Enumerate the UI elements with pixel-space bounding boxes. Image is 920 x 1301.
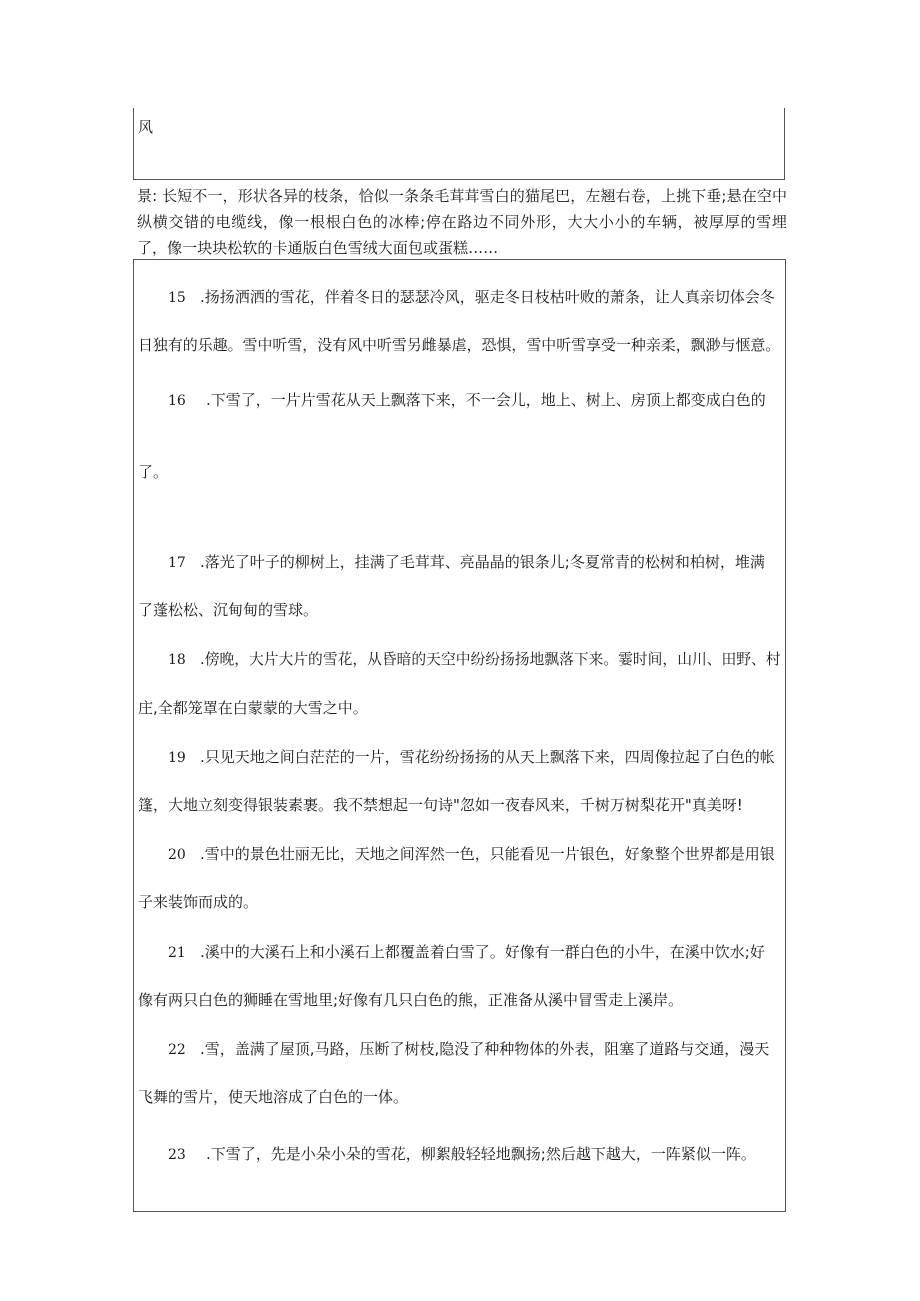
top-table-cell — [133, 108, 785, 180]
top-fragment-text: 风 — [138, 118, 154, 136]
entry-first-line — [168, 389, 766, 412]
entry-number: 22 — [168, 1042, 186, 1058]
entry-text: .傍晚，大片大片的雪花，从昏暗的天空中纷纷扬扬地飘落下来。霎时间，山川、田野、村 — [200, 651, 781, 668]
entry-text: .落光了叶子的柳树上，挂满了毛茸茸、亮晶晶的银条儿;冬夏常青的松树和柏树，堆满 — [200, 553, 765, 571]
entry-number: 23 — [168, 1147, 186, 1163]
entry-text: .溪中的大溪石上和小溪石上都覆盖着白雪了。好像有一群白色的小牛，在溪中饮水;好 — [200, 943, 765, 961]
entry-continuation: 庄,全都笼罩在白蒙蒙的大雪之中。 — [138, 699, 368, 717]
main-table-cell — [133, 259, 786, 1212]
entry-first-line — [168, 649, 781, 671]
entry-text: .扬扬洒洒的雪花，伴着冬日的瑟瑟冷风，驱走冬日枝枯叶败的萧条，让人真亲切体会冬 — [200, 288, 775, 306]
entry-first-line — [168, 843, 775, 866]
entry-first-line — [168, 1038, 769, 1061]
entry-first-line — [168, 1143, 756, 1166]
entry-number: 16 — [168, 393, 186, 409]
entry-number: 17 — [168, 555, 186, 571]
entry-text: .只见天地之间白茫茫的一片，雪花纷纷扬扬的从天上飘落下来，四周像拉起了白色的帐 — [200, 748, 775, 766]
entry-continuation: 日独有的乐趣。雪中听雪，没有风中听雪另雌暴虐，恐惧，雪中听雪享受一种亲柔，飘渺与惬意。 — [138, 336, 781, 354]
entry-continuation: 了蓬松松、沉甸甸的雪球。 — [138, 601, 319, 619]
entry-number: 15 — [168, 290, 186, 306]
intro-paragraph: 景: 长短不一，形状各异的枝条，恰似一条条毛茸茸雪白的猫尾巴，左翘右卷，上挑下垂;悬在空中纵横交错的电缆线，像一根根白色的冰棒;停在路边不同外形，大大小小的车辆，被厚厚的雪埋了，像一块块松软的卡通版白色雪绒大面包或蛋糕…… — [137, 187, 787, 257]
entry-number: 21 — [168, 945, 186, 961]
entry-text: .下雪了，一片片雪花从天上飘落下来，不一会儿，地上、树上、房顶上都变成白色的 — [206, 391, 766, 409]
entry-text: .下雪了，先是小朵小朵的雪花，柳絮般轻轻地飘扬;然后越下越大，一阵紧似一阵。 — [206, 1145, 756, 1163]
entry-first-line — [168, 941, 765, 964]
entry-continuation: 像有两只白色的狮睡在雪地里;好像有几只白色的熊，正准备从溪中冒雪走上溪岸。 — [138, 991, 684, 1009]
entry-number: 20 — [168, 847, 186, 863]
entry-continuation: 篷，大地立刻变得银装素裹。我不禁想起一句诗"忽如一夜春风来，千树万树梨花开"真美呀! — [138, 796, 743, 814]
entry-number: 18 — [168, 652, 186, 668]
entry-text: .雪，盖满了屋顶,马路，压断了树枝,隐没了种种物体的外表，阻塞了道路与交通，漫天 — [200, 1040, 770, 1058]
entry-first-line — [168, 286, 775, 309]
entry-continuation: 子来装饰而成的。 — [138, 893, 259, 911]
entry-continuation: 了。 — [138, 463, 169, 481]
entry-first-line — [168, 746, 775, 769]
entry-text: .雪中的景色壮丽无比，天地之间浑然一色，只能看见一片银色，好象整个世界都是用银 — [200, 845, 775, 863]
entry-number: 19 — [168, 750, 186, 766]
entry-first-line — [168, 551, 765, 574]
entry-continuation: 飞舞的雪片，使天地溶成了白色的一体。 — [138, 1088, 409, 1106]
